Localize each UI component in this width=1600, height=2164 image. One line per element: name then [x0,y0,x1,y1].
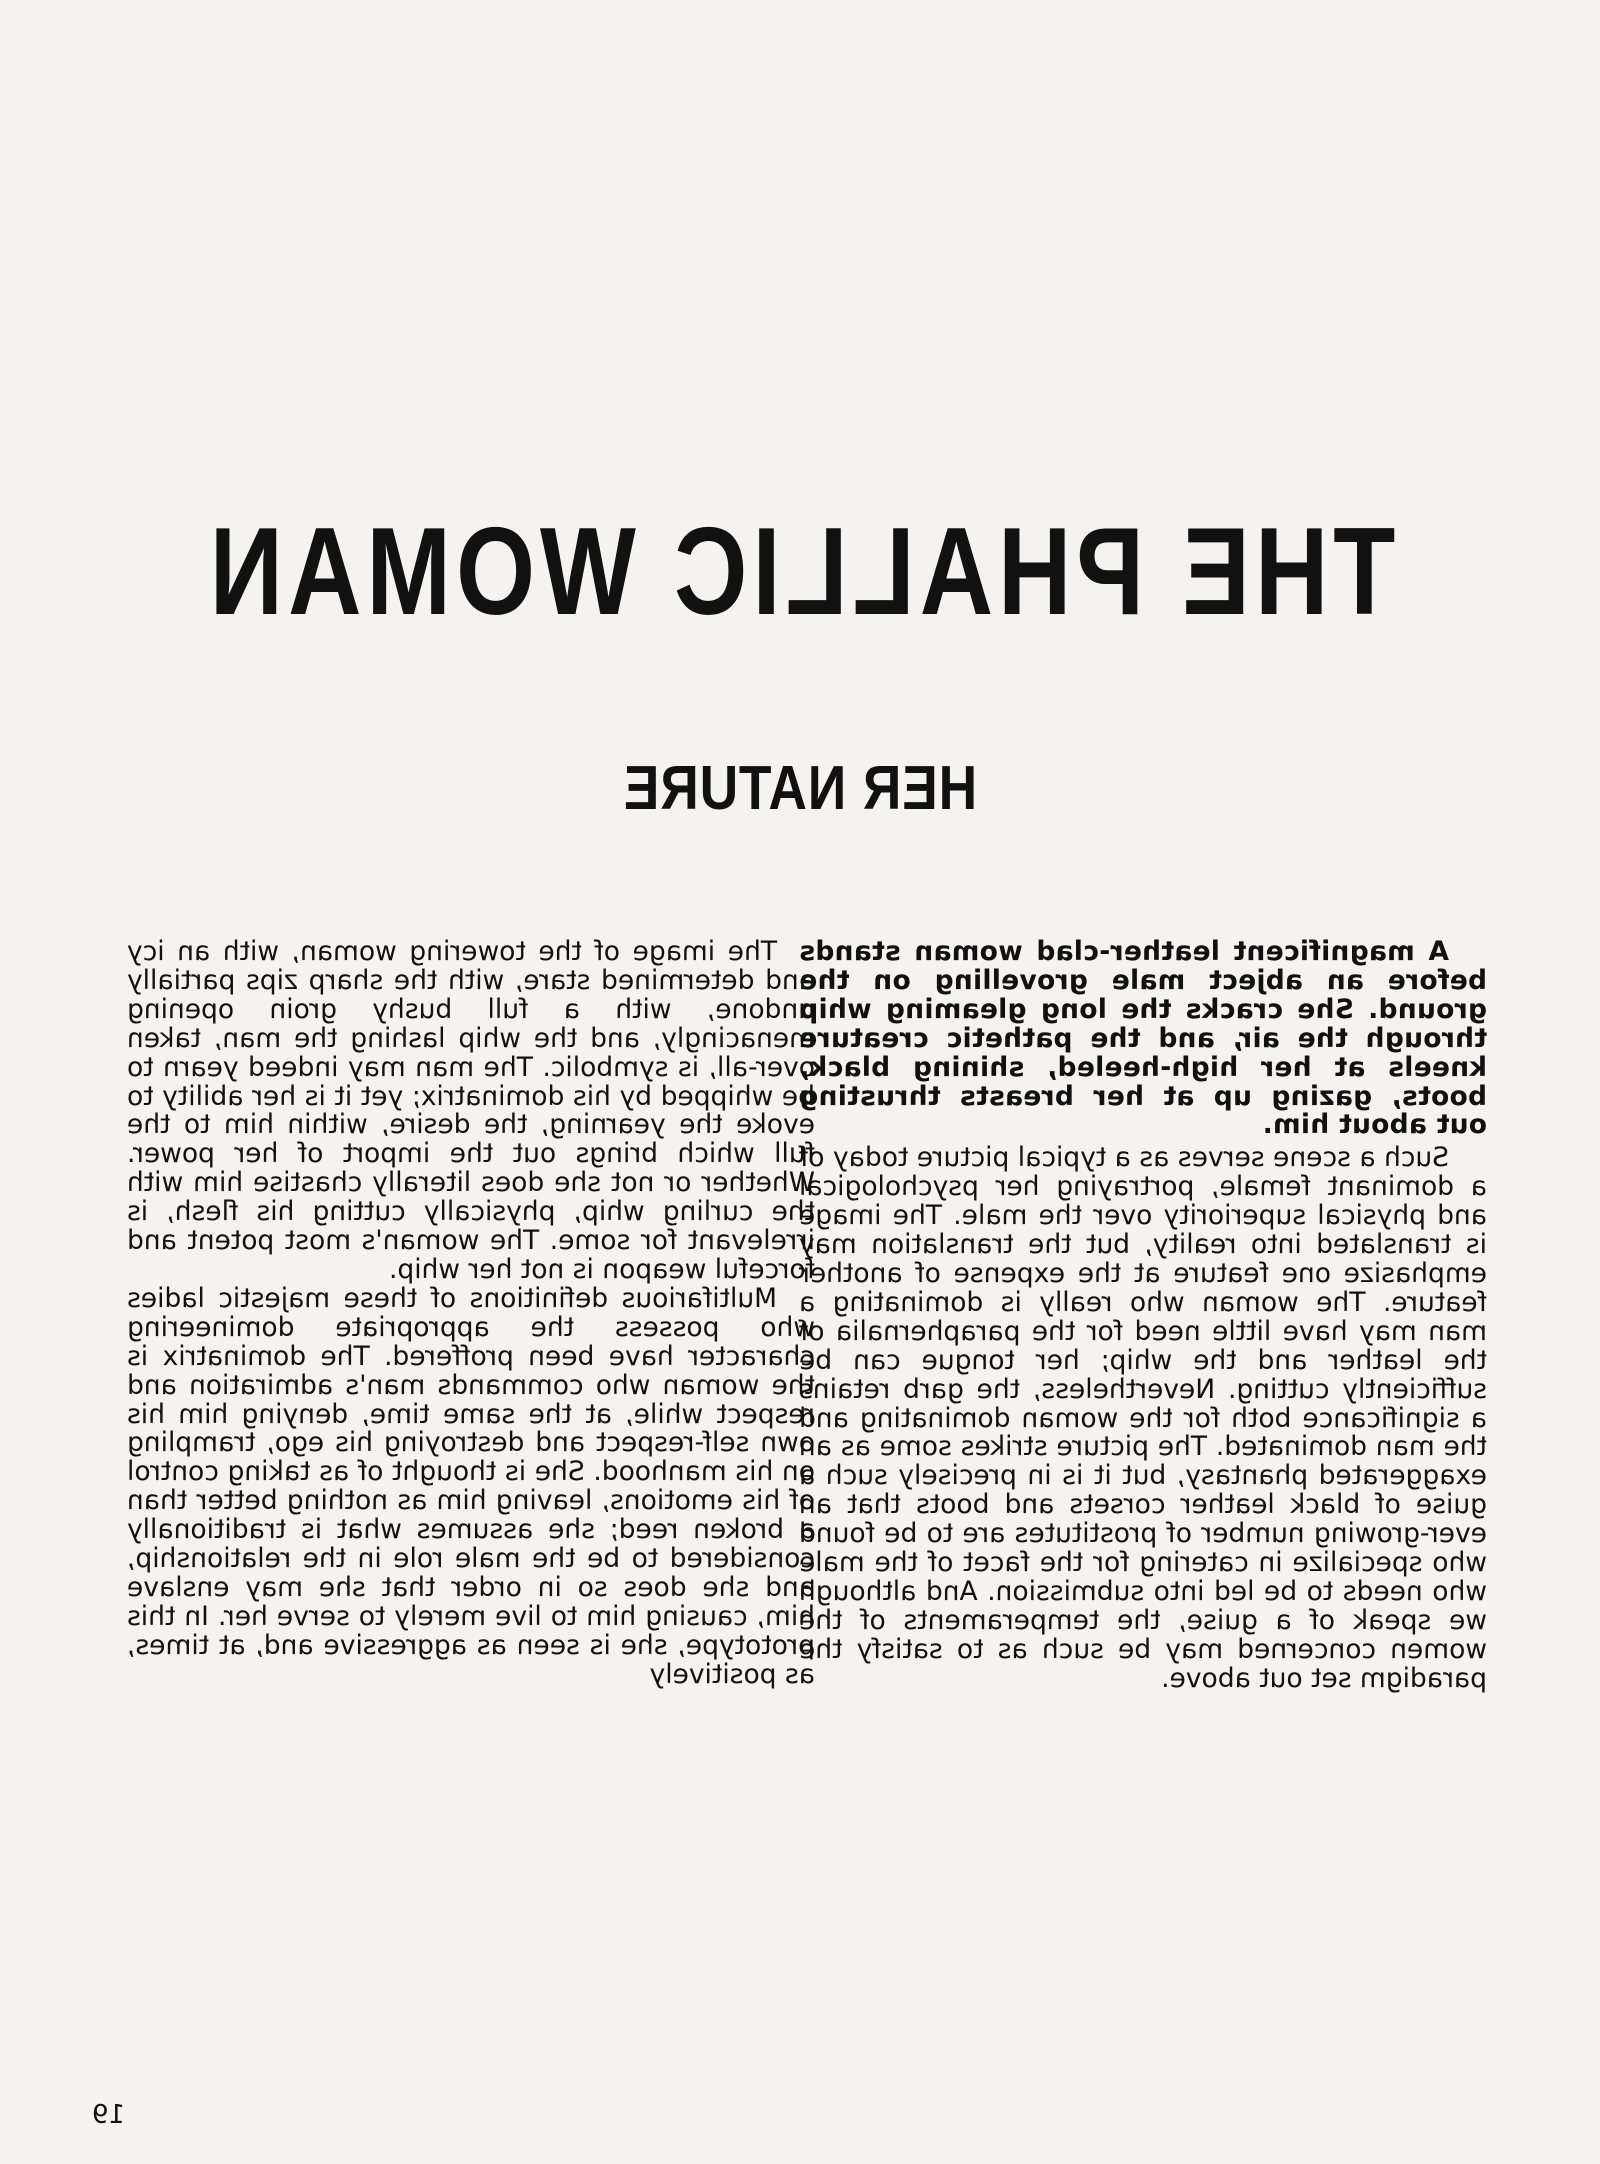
body-paragraph: The image of the towering woman, with an icy and determined stare, with the sharp zips partially undone, with a full bushy groin opening menacingly, and the whip lashing the man, taken over-all, is symbolic. The man may indeed yearn to be whipped by his dominatrix; yet it is her ability to evoke the yearning, the desire, within him to the full which brings out the import of her power. Whether or not she does literally chastise him with the curling whip, physically cutting his flesh, is irrelevant for some. The woman's most potent and forceful weapon is not her whip. [127,936,815,1285]
page-number: 19 [91,2100,125,2130]
right-text-column [127,938,815,1690]
article-subtitle: HER NATURE [622,754,978,823]
body-paragraph: Such a scene serves as a typical picture today of a dominant female, portraying her psychological and physical superiority over the male. The image is translated into reality, but the translation may emphasize one feature at the expense of another feature. The woman who really is dominating a man may have little need for the paraphernalia of the leather and the whip; her tongue can be sufficiently cutting. Nevertheless, the garb retains a significance both for the woman dominating and the man dominated. The picture strikes some as an exaggerated phantasy, but it is in precisely such a guise of black leather corsets and boots that an ever-growing number of prostitutes are to be found who specialize in catering for the facet of the male who needs to be led into submission. And although we speak of a guise, the temperaments of the women concerned may be such as to satisfy the paradigm set out above. [799,1142,1487,1694]
article-title: THE PHALLIC WOMAN [204,503,1396,641]
lead-paragraph: A magnificent leather-clad woman stands before an abject male grovelling on the ground. She cracks the long gleaming whip through the air, and the pathetic creature kneels at her high-heeled, shining black, boots, gazing up at her breasts thrusting out about him. [799,936,1487,1141]
body-paragraph: Multifarious definitions of these majestic ladies who possess the appropriate domineering character have been proffered. The dominatrix is the woman who commands man's admiration and respect while, at the same time, denying him his own self-respect and destroying his ego, trampling on his manhood. She is thought of as taking control of his emotions, leaving him as nothing better than a broken reed; she assumes what is traditionally considered to be the male role in the relationship, and she does so in order that she may enslave him, causing him to live merely to serve her. In this prototype, she is seen as aggressive and, at times, as positively [127,1282,815,1690]
left-text-column [799,938,1487,1694]
